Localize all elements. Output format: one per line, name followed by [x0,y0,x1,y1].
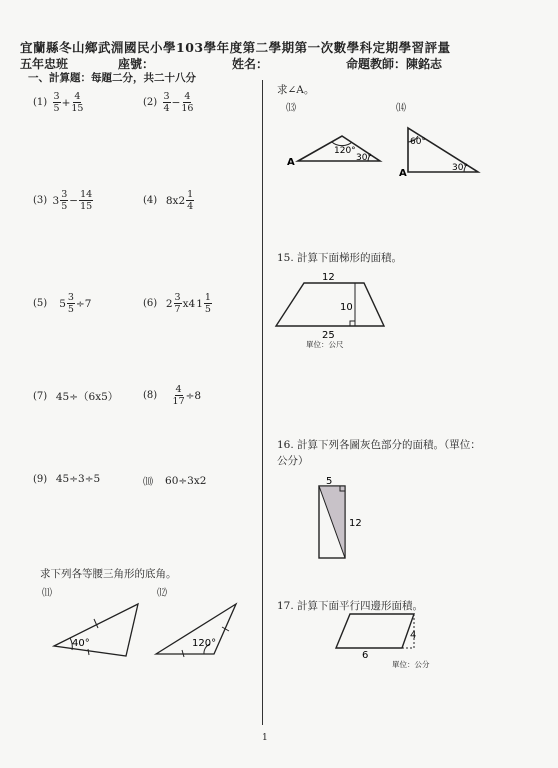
seat-label: 座號： [118,57,155,71]
q6 [143,292,212,315]
fraction: $\frac{4}{16}$ [181,91,194,114]
q12-number: ⑿ [157,588,167,599]
q13-top-angle: 120° [334,146,356,156]
q13-right-angle: 30° [356,153,372,163]
q12-triangle [152,600,244,660]
q14-right-angle: 30° [452,163,468,173]
q13-vertex-label: A [287,157,295,168]
fraction: $\frac{3}{5}$ [61,189,68,212]
q9-number: (9) [33,473,48,485]
q2-number: (2) [143,97,158,108]
q14-vertex-label: A [399,168,407,178]
q6-number: (6) [143,298,158,309]
expression: 45÷（6x5） [55,391,119,403]
page-number: 1 [262,733,268,743]
q15-text: 15. 計算下面梯形的面積。 [277,252,403,264]
q8-number: (8) [143,390,158,401]
name-label: 姓名： [232,57,269,71]
q14-top-angle: 60° [410,137,426,147]
fraction: $\frac{1}{5}$ [204,292,211,315]
q15-bottom-label: 25 [322,330,335,341]
q11-triangle [50,598,150,660]
q15-trapezoid [272,270,392,346]
q9 [33,473,100,485]
teacher-label: 命題教師：陳銘志 [346,57,443,71]
q8 [143,384,201,407]
q16-figure [308,474,368,564]
q16-side-label: 12 [349,518,362,529]
column-divider [262,80,263,725]
exam-title: 宜蘭縣冬山鄉武淵國民小學103學年度第二學期第一次數學科定期學習評量 [20,40,451,55]
q15-top-label: 12 [322,272,335,283]
fraction: $\frac{14}{15}$ [80,189,93,212]
q17-unit: 單位：公分 [392,660,430,669]
fraction: $\frac{3}{5}$ [67,292,74,315]
q11-angle-label: 40° [72,638,90,649]
fraction: $\frac{3}{7}$ [174,292,181,315]
q12-angle-label: 120° [192,638,217,649]
q17-text: 17. 計算下面平行四邊形面積。 [277,600,424,612]
expression-suffix: ÷7 [75,297,92,310]
isosceles-heading: 求下列各等腰三角形的底角。 [40,568,177,580]
q11-number: ⑾ [42,588,52,599]
fraction: $\frac{4}{17}$ [172,384,185,407]
expression-suffix: ÷8 [185,389,202,402]
q5 [33,292,91,315]
whole-number: 3 [52,194,60,207]
q10 [143,473,206,488]
q14-number: ⒁ [396,103,406,114]
fraction: $\frac{4}{15}$ [71,91,84,114]
q4 [143,189,194,212]
q16-text-line2: 公分） [277,455,309,467]
q1-number: (1) [33,97,48,108]
q3-number: (3) [33,195,48,206]
q5-number: (5) [33,298,48,309]
q15-height-label: 10 [340,302,353,313]
section1-heading: 一、計算題：每題二分，共二十八分 [28,72,196,84]
q10-number: ⑽ [143,477,153,488]
q7 [33,389,118,404]
class-name: 五年忠班 [20,57,69,71]
angle-heading: 求∠A。 [277,84,315,96]
q13-number: ⒀ [286,103,296,114]
whole-number: 5 [59,297,66,310]
fraction: $\frac{3}{4}$ [163,91,170,114]
operator: + [61,96,71,109]
q2 [143,91,193,114]
q1 [33,91,83,114]
whole-number: 2 [165,297,173,310]
q16-text-line1: 16. 計算下列各圖灰色部分的面積。（單位： [277,439,481,451]
q17-base-label: 6 [362,650,369,661]
q4-number: (4) [143,195,158,206]
q17-parallelogram [326,610,426,662]
q16-top-label: 5 [326,476,333,487]
operator: x4 [182,297,196,310]
q7-number: (7) [33,391,48,402]
operator: − [171,96,181,109]
q15-unit: 單位：公尺 [306,340,344,349]
expression: 45÷3÷5 [55,473,101,485]
q17-side-label: 4 [410,630,417,641]
fraction: $\frac{1}{4}$ [187,189,194,212]
whole-number: 1 [196,297,203,310]
q13-triangle [284,128,394,176]
q14-triangle [398,124,498,178]
fraction: $\frac{3}{5}$ [53,91,60,114]
operator: − [69,194,79,207]
q3 [33,189,93,212]
expression-prefix: 8x2 [165,194,186,207]
expression: 60÷3x2 [165,474,207,487]
